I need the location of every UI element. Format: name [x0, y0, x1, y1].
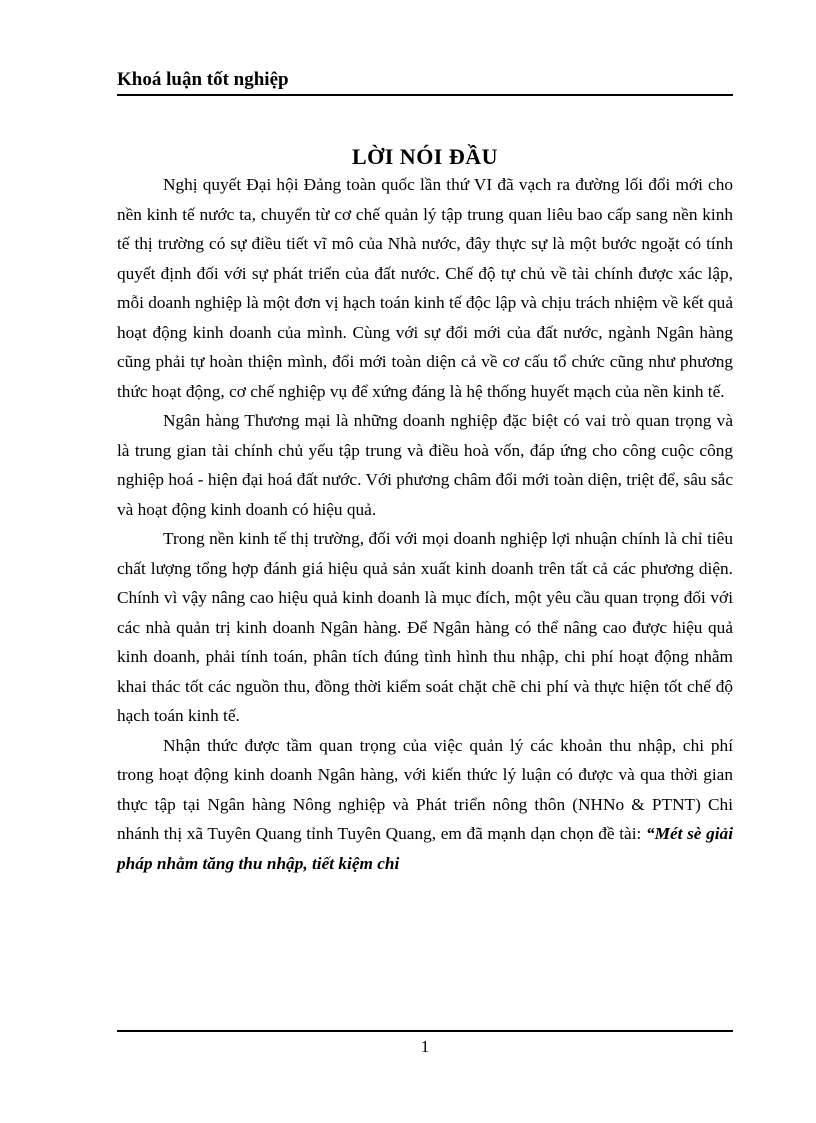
footer-divider — [117, 1030, 733, 1032]
page-title: LỜI NÓI ĐẦU — [351, 144, 499, 169]
body-text — [117, 170, 733, 878]
paragraph-4-text: Nhận thức được tầm quan trọng của việc quản lý các khoản thu nhập, chi phí trong hoạt động kinh doanh Ngân hàng, với kiến thức lý luận có được và qua thời gian thực tập tại Ngân hàng Nông nghiệp và Phát triển nông thôn (NHNo & PTNT) Chi nhánh thị xã Tuyên Quang tỉnh Tuyên Quang, em đã mạnh dạn chọn đề tài: — [117, 735, 733, 843]
paragraph-1: Nghị quyết Đại hội Đảng toàn quốc lần thứ VI đã vạch ra đường lối đổi mới cho nền kinh tế nước ta, chuyển từ cơ chế quản lý tập trung quan liêu bao cấp sang nền kinh tế thị trường có sự điều tiết vĩ mô của Nhà nước, đây thực sự là một bước ngoặt có tính quyết định đối với sự phát triển của đất nước. Chế độ tự chủ về tài chính được xác lập, mỗi doanh nghiệp là một đơn vị hạch toán kinh tế độc lập và chịu trách nhiệm về kết quả hoạt động kinh doanh của mình. Cùng với sự đổi mới của đất nước, ngành Ngân hàng cũng phải tự hoàn thiện mình, đổi mới toàn diện cả về cơ cấu tổ chức cũng như phương thức hoạt động, cơ chế nghiệp vụ để xứng đáng là hệ thống huyết mạch của nền kinh tế. — [117, 175, 733, 401]
header-divider — [117, 94, 733, 96]
page-number: 1 — [420, 1037, 430, 1056]
paragraph-4 — [117, 731, 733, 879]
header-title: Khoá luận tốt nghiệp — [117, 69, 289, 90]
paragraph-2: Ngân hàng Thương mại là những doanh nghiệp đặc biệt có vai trò quan trọng và là trung gian tài chính chủ yếu tập trung và điều hoà vốn, đáp ứng cho công cuộc công nghiệp hoá - hiện đại hoá đất nước. Với phương châm đổi mới toàn diện, triệt để, sâu sắc và hoạt động kinh doanh có hiệu quả. — [117, 411, 733, 519]
thesis-topic: “Mét sè giải pháp nhằm tăng thu nhập, tiết kiệm chi — [117, 824, 733, 873]
paragraph-3: Trong nền kinh tế thị trường, đối với mọi doanh nghiệp lợi nhuận chính là chỉ tiêu chất lượng tổng hợp đánh giá hiệu quả sản xuất kinh doanh trên tất cả các phương diện. Chính vì vậy nâng cao hiệu quả kinh doanh là mục đích, một yêu cầu quan trọng đối với các nhà quản trị kinh doanh Ngân hàng. Để Ngân hàng có thể nâng cao được hiệu quả kinh doanh, phải tính toán, phân tích đúng tình hình thu nhập, chi phí hoạt động nhằm khai thác tốt các nguồn thu, đồng thời kiểm soát chặt chẽ chi phí và thực hiện tốt chế độ hạch toán kinh tế. — [117, 529, 733, 725]
